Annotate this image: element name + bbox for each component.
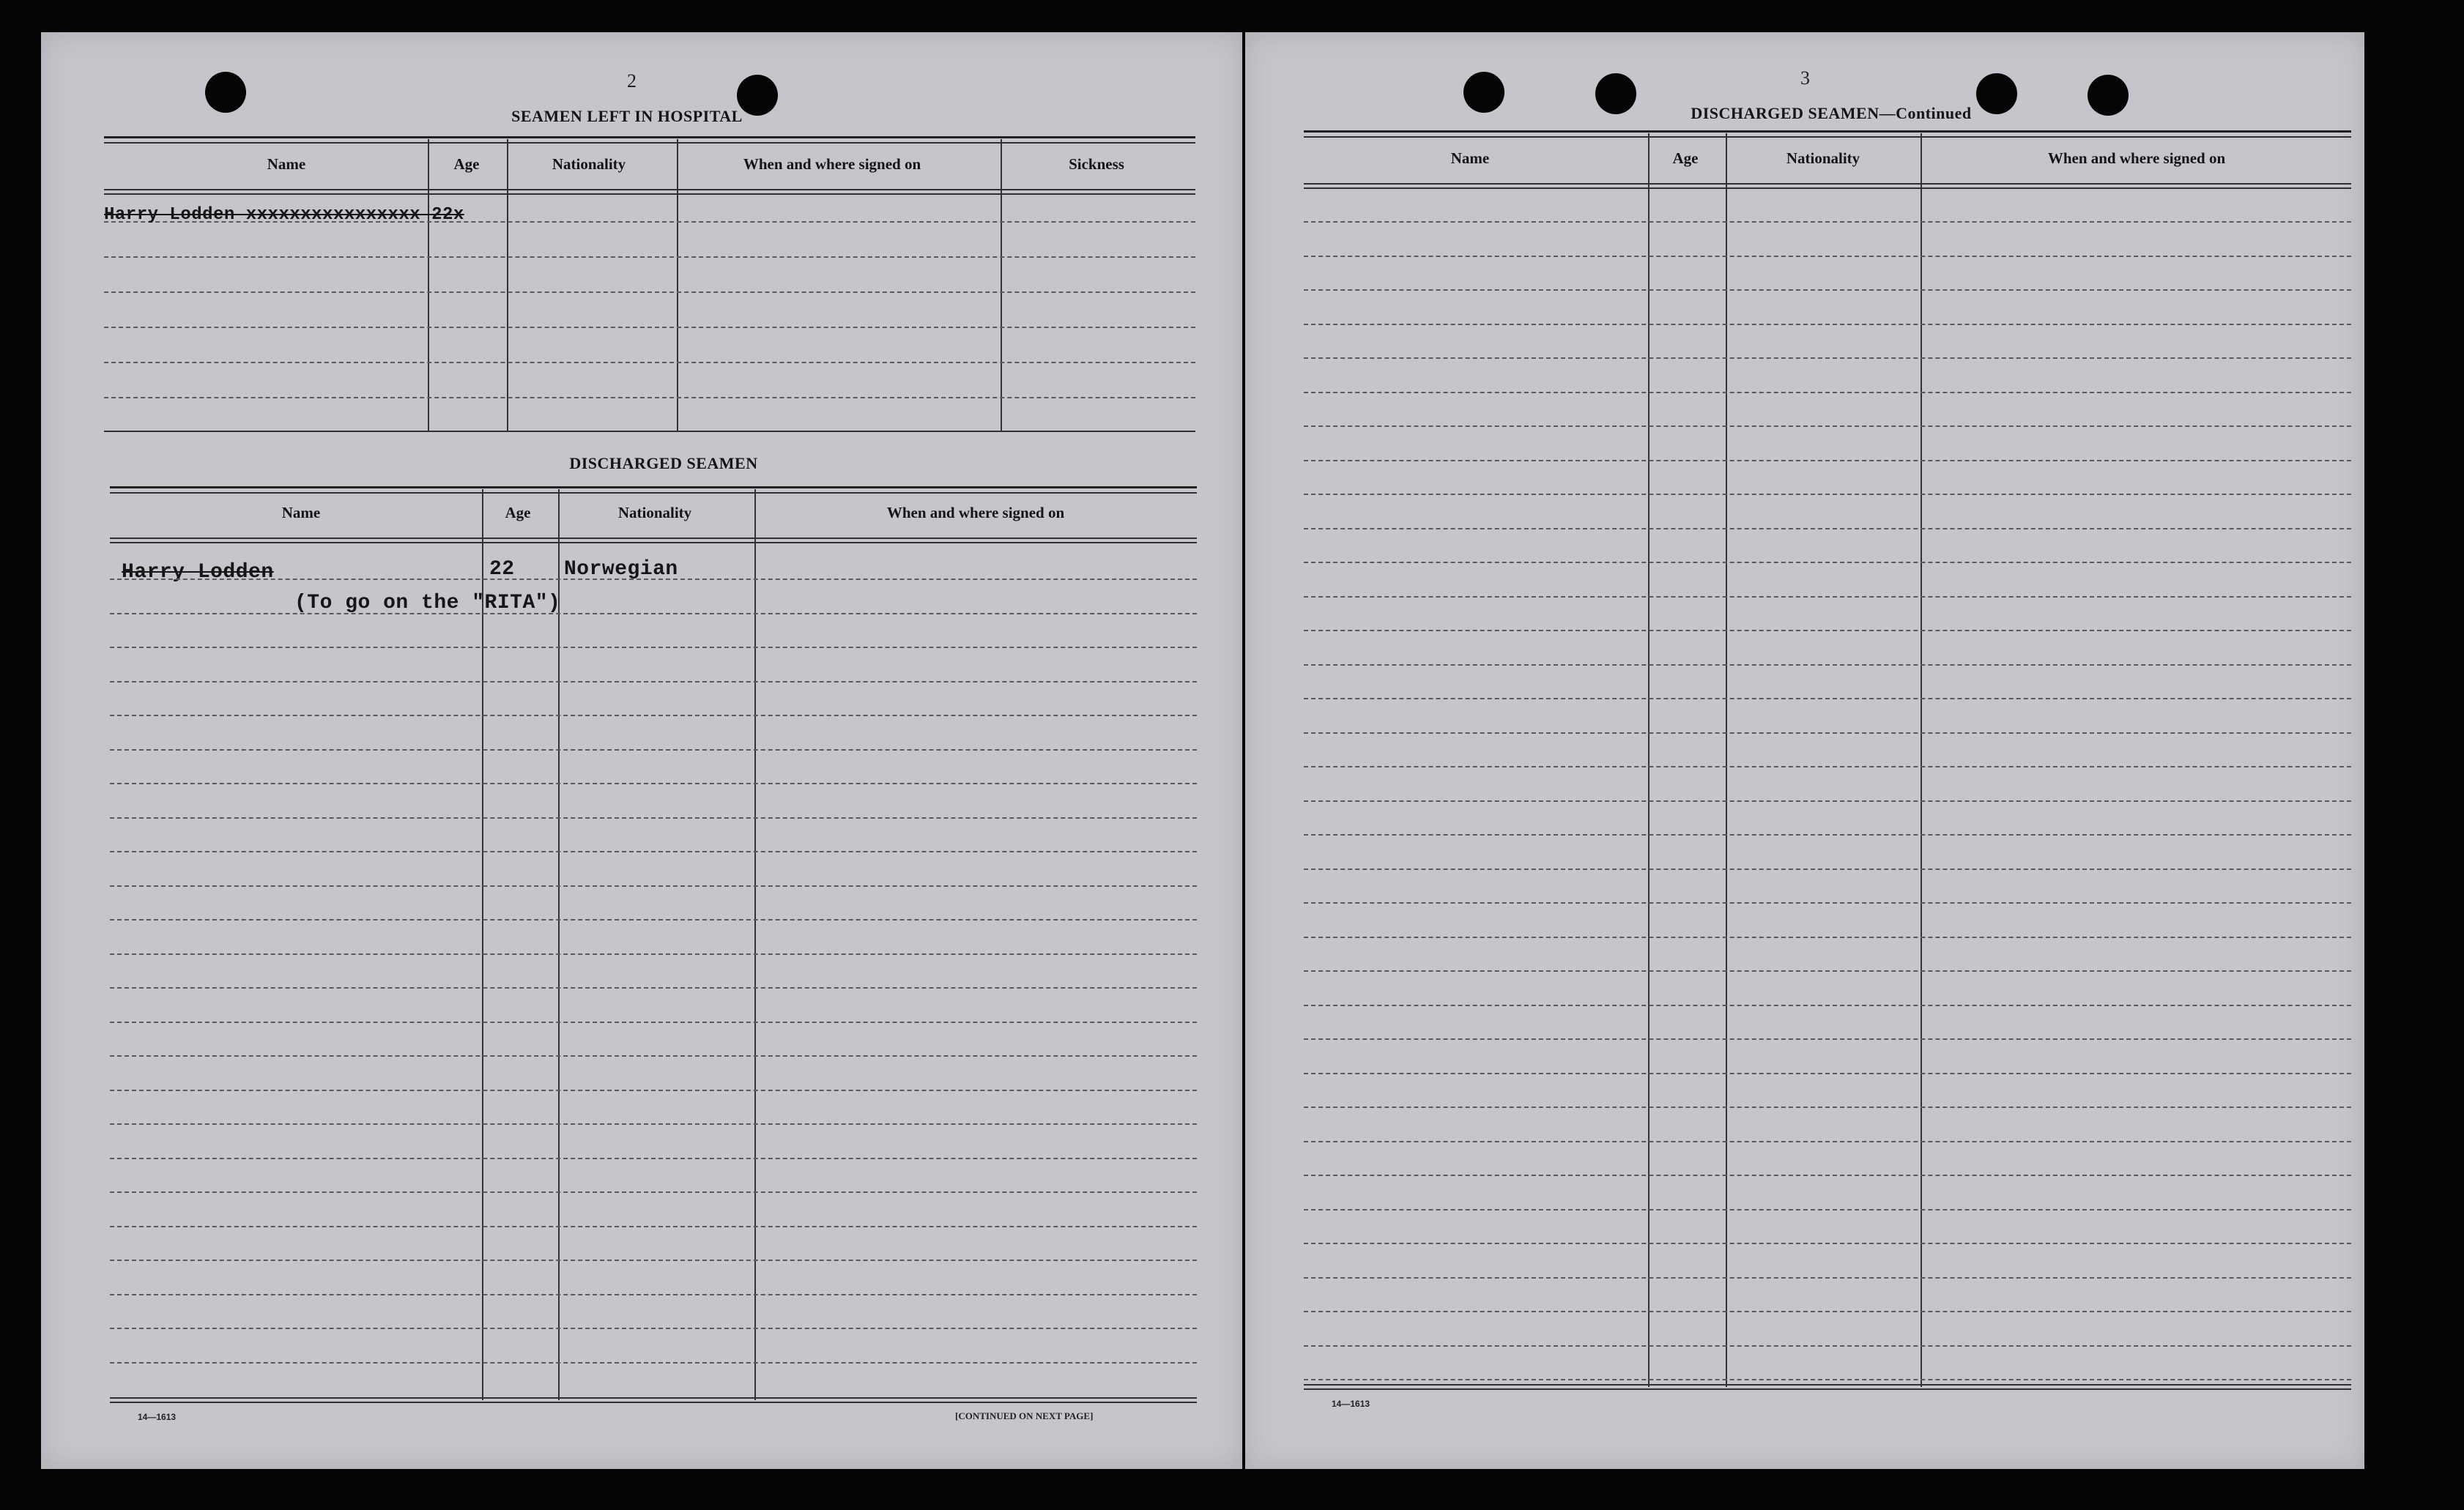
discharged-section-title: DISCHARGED SEAMEN — [569, 454, 758, 472]
punch-hole — [1463, 72, 1504, 113]
col-header-age: Age — [453, 155, 480, 173]
discharged-row-name: Harry Lodden — [122, 561, 274, 584]
col-header-sickness: Sickness — [1069, 155, 1124, 173]
col-header-age: Age — [1672, 149, 1699, 167]
right-page — [1245, 32, 2364, 1469]
page-number: 3 — [1800, 67, 1810, 89]
discharged-row-age: 22 — [489, 558, 515, 581]
punch-hole — [205, 72, 246, 113]
discharged-row-nationality: Norwegian — [564, 558, 678, 581]
col-header-name: Name — [267, 155, 306, 173]
col-header-nationality: Nationality — [1786, 149, 1860, 167]
col-header-nationality: Nationality — [617, 504, 692, 521]
hospital-section-title: SEAMEN LEFT IN HOSPITAL — [511, 107, 743, 125]
punch-hole — [2088, 75, 2129, 116]
col-header-name: Name — [281, 504, 321, 521]
col-header-signed-on: When and where signed on — [2047, 149, 2226, 167]
col-header-signed-on: When and where signed on — [743, 155, 921, 173]
discharged-row-note: (To go on the "RITA") — [294, 592, 561, 614]
form-code: 14—1613 — [138, 1412, 177, 1422]
continued-note: [CONTINUED ON NEXT PAGE] — [955, 1410, 1094, 1421]
col-header-name: Name — [1450, 149, 1490, 167]
form-code: 14—1613 — [1332, 1399, 1370, 1409]
page-number: 2 — [627, 70, 637, 92]
crossed-out-entry: Harry Lodden xxxxxxxxxxxxxxxx 22x — [104, 205, 464, 225]
left-page — [41, 32, 1242, 1469]
col-header-age: Age — [505, 504, 531, 521]
col-header-signed-on: When and where signed on — [886, 504, 1065, 521]
col-header-nationality: Nationality — [552, 155, 626, 173]
right-section-title: DISCHARGED SEAMEN—Continued — [1691, 104, 1972, 122]
